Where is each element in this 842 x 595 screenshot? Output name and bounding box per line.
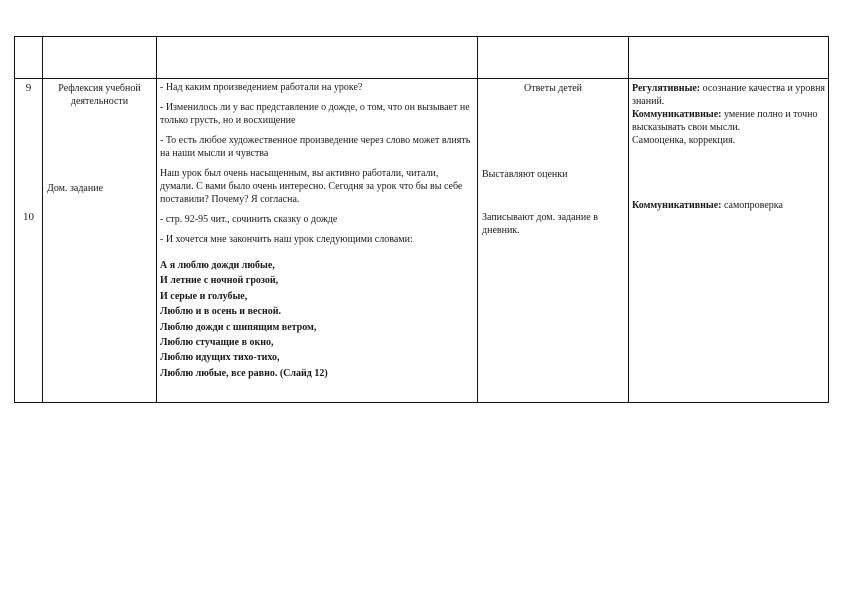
row-number-10: 10 (23, 211, 34, 223)
poem-line: Люблю идущих тихо-тихо, (160, 352, 280, 364)
uud-regulative (632, 82, 826, 108)
poem (160, 258, 472, 381)
student-homework: Записывают дом. задание в дневник. (482, 212, 598, 236)
column-divider (42, 37, 43, 402)
teacher-question-2: - Изменилось ли у вас представление о дожде, о том, что он вызывает не только грусть, но и восхищение (160, 102, 470, 126)
poem-line: Люблю стучащие в окно, (160, 337, 274, 349)
row-divider (15, 78, 828, 79)
uud-homework-label: Коммуникативные: (632, 200, 722, 211)
teacher-activity (160, 81, 472, 381)
homework-text: - стр. 92-95 чит., сочинить сказку о дожде (160, 214, 338, 225)
teacher-summary: Наш урок был очень насыщенным, вы активно работали, читали, думали. С вами было очень интересно. Сегодня за урок что бы вы себе поставили? Почему? Я согласна. (160, 168, 463, 205)
uud-self-assessment: Самооценка, коррекция. (632, 135, 736, 146)
teacher-question-1: - Над каким произведением работали на уроке? (160, 82, 363, 93)
lesson-table (14, 36, 829, 403)
poem-line: И серые и голубые, (160, 290, 248, 302)
uud-homework (632, 199, 826, 212)
column-divider (156, 37, 157, 402)
uud-regulative-label: Регулятивные: (632, 83, 701, 94)
poem-line: Люблю дожди с шипящим ветром, (160, 321, 317, 333)
student-grading: Выставляют оценки (482, 169, 568, 180)
uud-regulative-text: осознание качества и уровня знаний. (632, 83, 826, 107)
teacher-statement-3: - То есть любое художественное произведение через слово может влиять на наши мысли и чувства (160, 135, 471, 159)
poem-line: Люблю любые, все равно. (Слайд 12) (160, 367, 328, 379)
uud-homework-text: самопроверка (721, 200, 783, 211)
column-divider (628, 37, 629, 402)
row-number-9: 9 (25, 82, 32, 94)
uud-communicative-text: умение полно и точно высказывать свои мысли. (632, 109, 818, 133)
column-divider (477, 37, 478, 402)
student-answers: Ответы детей (524, 83, 582, 94)
closing-intro: - И хочется мне закончить наш урок следующими словами: (160, 234, 413, 245)
poem-line: И летние с ночной грозой, (160, 275, 279, 287)
uud-communicative-label: Коммуникативные: (632, 109, 722, 120)
uud-communicative (632, 108, 826, 134)
poem-line: А я люблю дожди любые, (160, 260, 275, 271)
stage-homework: Дом. задание (47, 183, 104, 194)
poem-line: Люблю и в осень и весной. (160, 306, 281, 318)
uud-reflection (632, 82, 826, 147)
stage-reflection: Рефлексия учебной деятельности (58, 83, 141, 107)
